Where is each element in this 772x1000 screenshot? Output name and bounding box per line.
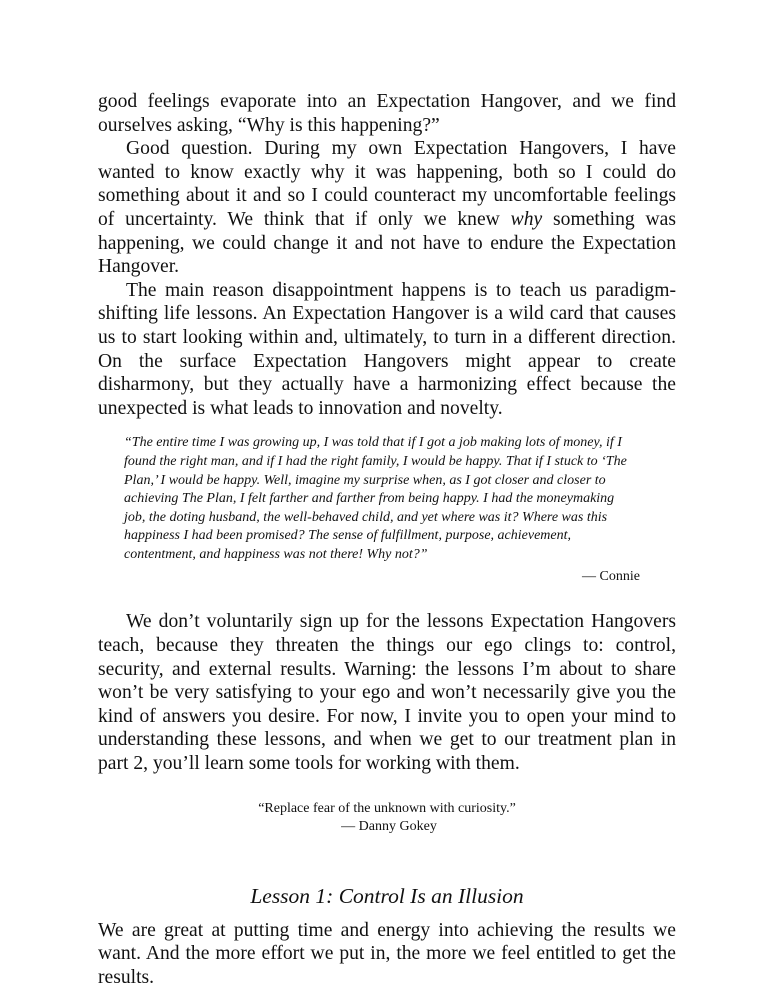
section-heading: Lesson 1: Control Is an Illusion xyxy=(250,883,524,908)
paragraph-main-reason: The main reason disappointment happens is to teach us paradigm-shifting life lessons. An Expectation Hangover is a wild card that causes us to start looking within and, ultimately, to turn in a different direction. On the surface Expectation Hangovers might appear to create disharmony, but they actually have a harmonizing effect because the unexpected is what leads to innovation and novelty. xyxy=(98,279,676,419)
paragraph-continuation: good feelings evaporate into an Expectation Hangover, and we find ourselves asking, “Why is this happening?” xyxy=(98,91,676,136)
epigraph-quote: “Replace fear of the unknown with curiosity.” xyxy=(258,800,516,816)
paragraph-text: something was happening, we could change it and not have to endure the Expectation Hangover. xyxy=(98,208,677,278)
emphasis-why: why xyxy=(510,208,543,230)
spacer xyxy=(98,586,676,610)
paragraph-good-question xyxy=(98,137,676,279)
reader-quote xyxy=(124,434,638,586)
epigraph-author: — Danny Gokey xyxy=(341,818,437,834)
paragraph-lesson-one: We are great at putting time and energy into achieving the results we want. And the more effort we put in, the more we feel entitled to get the results. xyxy=(98,919,676,988)
book-page xyxy=(98,90,676,989)
reader-quote-attribution: — Connie xyxy=(582,569,640,585)
reader-quote-text: “The entire time I was growing up, I was told that if I got a job making lots of money, if I found the right man, and if I had the right family, I would be happy. That if I stuck to ‘The Plan,’ I would be happy. Well, imagine my surprise when, as I got closer and closer to achieving The Plan, I felt farther and farther from being happy. I had the moneymaking job, the doting husband, the well-behaved child, and yet where was it? Where was this happiness I had been promised? The sense of fulfillment, purpose, achievement, contentment, and happiness was not there! Why not?” xyxy=(124,435,627,562)
epigraph xyxy=(98,800,676,836)
paragraph-lessons: We don’t voluntarily sign up for the lessons Expectation Hangovers teach, because they threaten the things our ego clings to: control, security, and external results. Warning: the lessons I’m about to share won’t be very satisfying to your ego and won’t necessarily give you the kind of answers you desire. For now, I invite you to open your mind to understanding these lessons, and when we get to our treatment plan in part 2, you’ll learn some tools for working with them. xyxy=(98,611,676,775)
paragraph-text: Good question. During my own Expectation Hangovers, I have wanted to know exactly why it was happening, both so I could do something about it and so I could counteract my uncomfortable feelings of uncertainty. We think that if only we knew xyxy=(98,138,676,230)
